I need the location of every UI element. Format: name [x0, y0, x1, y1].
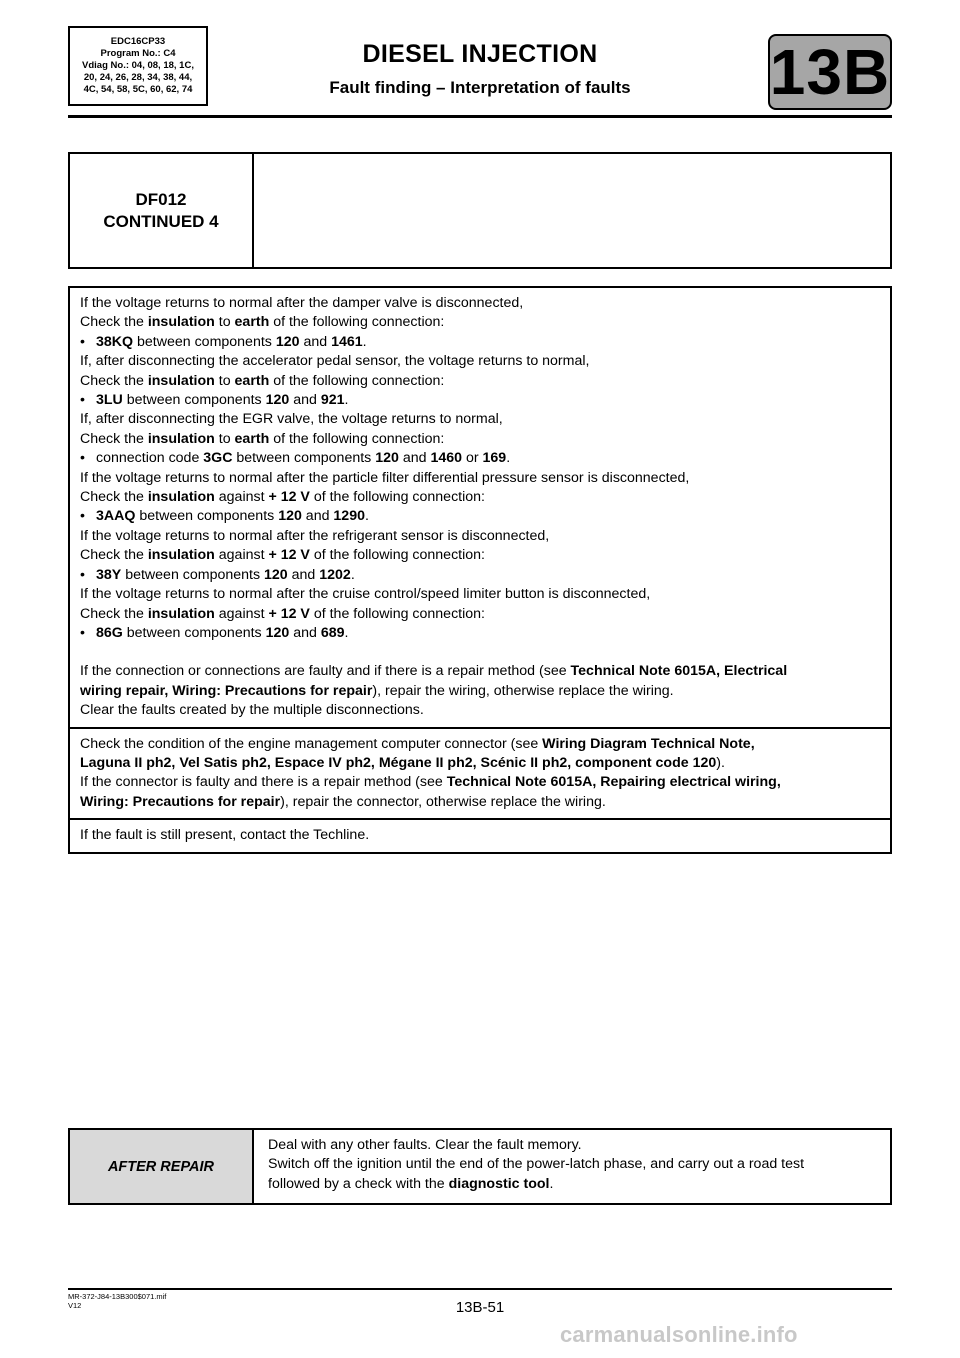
text-run: ), repair the connector, otherwise replace the wiring.: [280, 793, 606, 810]
text-run: and: [301, 508, 334, 525]
text-run: to: [214, 372, 235, 389]
watermark: carmanualsonline.info: [560, 1322, 798, 1347]
text-run: against: [214, 489, 269, 506]
text-run: against: [214, 605, 269, 622]
section-code-badge: 13B: [769, 36, 891, 108]
text-line: [80, 754, 880, 773]
emphasis-text: insulation: [147, 372, 215, 389]
bullet-icon: •: [80, 508, 85, 525]
text-line: [80, 793, 880, 812]
text-run: of the following connection:: [309, 605, 485, 622]
text-line: [80, 826, 880, 845]
emphasis-text: Technical Note 6015A, Repairing electrical wiring,: [446, 774, 781, 791]
emphasis-text: Wiring: Precautions for repair: [80, 793, 281, 810]
text-run: between components: [232, 450, 376, 467]
procedure-step: [70, 820, 890, 853]
bullet-item: [80, 449, 880, 468]
text-run: between components: [122, 624, 266, 641]
text-run: If the voltage returns to normal after the damper valve is disconnected,: [80, 295, 524, 311]
emphasis-text: 120: [275, 333, 300, 350]
text-run: between components: [133, 333, 276, 350]
text-run: Check the condition of the engine management computer connector (see: [80, 735, 543, 752]
text-run: If the connection or connections are faulty and if there is a repair method (see: [80, 663, 571, 680]
emphasis-text: Wiring Diagram Technical Note,: [542, 735, 755, 752]
bullet-item: [80, 624, 880, 643]
emphasis-text: 1460: [430, 450, 463, 467]
bullet-icon: •: [80, 333, 85, 350]
text-run: .: [362, 333, 367, 350]
procedure-step: [70, 729, 890, 821]
text-run: connection code: [96, 450, 204, 467]
emphasis-text: insulation: [147, 430, 215, 447]
text-run: If the voltage returns to normal after the particle filter differential pressure sensor is disconnected,: [80, 469, 690, 486]
procedure-step: [70, 288, 890, 729]
emphasis-text: insulation: [147, 605, 215, 622]
bullet-icon: •: [80, 624, 85, 641]
text-run: of the following connection:: [269, 314, 445, 331]
text-line: [80, 352, 880, 371]
emphasis-text: 120: [278, 508, 302, 525]
emphasis-text: earth: [234, 430, 270, 447]
text-run: and: [398, 450, 431, 467]
info-line-vdiag-cont-2: 4C, 54, 58, 5C, 60, 62, 74: [83, 84, 193, 95]
bullet-icon: •: [80, 392, 85, 409]
text-line: [80, 773, 880, 792]
info-line-vdiag-cont-1: 20, 24, 26, 28, 34, 38, 44,: [83, 72, 193, 83]
emphasis-text: 120: [265, 392, 290, 409]
emphasis-text: 1290: [333, 508, 365, 525]
text-line: [80, 662, 880, 681]
emphasis-text: 120: [265, 624, 290, 641]
text-run: and: [289, 392, 321, 409]
text-run: Check the: [80, 605, 148, 622]
text-run: .: [344, 624, 349, 641]
vehicle-info-box: [68, 26, 208, 106]
text-line: [80, 585, 880, 604]
after-repair-label: AFTER REPAIR: [70, 1130, 254, 1203]
emphasis-text: 38KQ: [96, 333, 134, 350]
emphasis-text: 86G: [96, 624, 123, 641]
text-run: If the fault is still present, contact the Techline.: [80, 827, 370, 844]
emphasis-text: 921: [320, 392, 345, 409]
text-run: of the following connection:: [269, 372, 445, 389]
emphasis-text: insulation: [147, 547, 215, 564]
text-run: Check the: [80, 489, 148, 506]
info-line-ecu: EDC16CP33: [110, 36, 166, 47]
text-run: of the following connection:: [309, 489, 485, 506]
footer-file-ref: MR-372-J84-13B300$071.mif: [68, 1292, 167, 1301]
emphasis-text: 3LU: [96, 392, 123, 409]
text-run: and: [287, 566, 320, 583]
text-run: and: [289, 624, 321, 641]
text-run: Check the: [80, 547, 148, 564]
text-run: followed by a check with the: [268, 1175, 449, 1192]
info-line-vdiag: Vdiag No.: 04, 08, 18, 1C,: [82, 60, 194, 71]
emphasis-text: 38Y: [96, 566, 122, 583]
text-run: between components: [121, 566, 265, 583]
text-run: .: [506, 450, 511, 467]
text-run: and: [299, 333, 332, 350]
emphasis-text: earth: [234, 314, 270, 331]
text-run: of the following connection:: [269, 430, 445, 447]
emphasis-text: earth: [234, 372, 270, 389]
text-run: .: [344, 392, 349, 409]
bullet-item: [80, 507, 880, 526]
bullet-icon: •: [80, 566, 85, 583]
text-line: [80, 546, 880, 565]
emphasis-text: + 12 V: [268, 547, 310, 564]
text-run: Check the: [80, 372, 148, 389]
bullet-icon: •: [80, 450, 85, 467]
emphasis-text: + 12 V: [268, 605, 310, 622]
paragraph-gap: [80, 643, 880, 662]
text-run: .: [350, 566, 355, 583]
emphasis-text: 689: [320, 624, 345, 641]
text-run: against: [214, 547, 269, 564]
text-run: If the connector is faulty and there is a repair method (see: [80, 774, 447, 791]
info-line-program: Program No.: C4: [100, 48, 176, 59]
text-run: .: [549, 1175, 554, 1192]
text-run: Clear the faults created by the multiple disconnections.: [80, 702, 424, 719]
header-divider: [68, 115, 892, 118]
text-line: [80, 605, 880, 624]
text-run: If, after disconnecting the EGR valve, the voltage returns to normal,: [80, 411, 503, 428]
page-number: 13B-51: [455, 1299, 505, 1316]
text-line: [268, 1136, 880, 1155]
emphasis-text: 169: [482, 450, 507, 467]
emphasis-text: wiring repair, Wiring: Precautions for repair: [80, 682, 373, 699]
text-line: [80, 430, 880, 449]
text-line: [80, 372, 880, 391]
text-line: [80, 488, 880, 507]
fault-code-cell: [70, 154, 254, 267]
text-line: [80, 682, 880, 701]
emphasis-text: 3AAQ: [96, 508, 136, 525]
text-line: [268, 1175, 880, 1194]
text-line: [80, 294, 880, 313]
text-line: [80, 735, 880, 754]
emphasis-text: 1202: [319, 566, 351, 583]
text-line: [80, 701, 880, 720]
text-run: .: [364, 508, 369, 525]
text-run: Deal with any other faults. Clear the fault memory.: [268, 1137, 582, 1153]
after-repair-box: [68, 1128, 892, 1205]
text-run: ), repair the wiring, otherwise replace the wiring.: [372, 682, 674, 699]
emphasis-text: 3GC: [203, 450, 233, 467]
fault-description-cell: [254, 154, 890, 267]
text-run: to: [214, 314, 235, 331]
emphasis-text: diagnostic tool: [448, 1175, 550, 1192]
text-run: or: [462, 450, 483, 467]
text-run: of the following connection:: [309, 547, 485, 564]
bullet-item: [80, 333, 880, 352]
fault-code-box: [68, 152, 892, 269]
footer-version: V12: [68, 1301, 82, 1310]
text-line: [80, 469, 880, 488]
emphasis-text: insulation: [147, 489, 215, 506]
page-title: DIESEL INJECTION: [362, 40, 598, 68]
text-line: [80, 527, 880, 546]
text-run: Check the: [80, 430, 148, 447]
text-run: to: [214, 430, 235, 447]
bullet-item: [80, 566, 880, 585]
emphasis-text: Laguna II ph2, Vel Satis ph2, Espace IV ph2, Mégane II ph2, Scénic II ph2, component code 120: [80, 754, 717, 771]
emphasis-text: insulation: [147, 314, 215, 331]
fault-code: DF012: [135, 189, 187, 209]
footer-divider: [68, 1288, 892, 1290]
procedure-table: [68, 286, 892, 854]
emphasis-text: + 12 V: [268, 489, 310, 506]
text-run: Check the: [80, 314, 148, 331]
emphasis-text: 120: [375, 450, 399, 467]
text-run: If the voltage returns to normal after the refrigerant sensor is disconnected,: [80, 527, 550, 544]
text-line: [268, 1155, 880, 1174]
fault-continued-label: CONTINUED 4: [103, 211, 219, 231]
text-run: If, after disconnecting the accelerator pedal sensor, the voltage returns to normal,: [80, 353, 590, 370]
text-run: ).: [716, 754, 725, 771]
emphasis-text: Technical Note 6015A, Electrical: [570, 663, 788, 680]
text-run: between components: [122, 392, 266, 409]
emphasis-text: 120: [264, 566, 288, 583]
text-run: If the voltage returns to normal after the cruise control/speed limiter button is disconnected,: [80, 586, 651, 603]
text-line: [80, 313, 880, 332]
emphasis-text: 1461: [331, 333, 363, 350]
bullet-item: [80, 391, 880, 410]
text-run: between components: [135, 508, 279, 525]
after-repair-text: [254, 1130, 890, 1203]
page-subtitle: Fault finding – Interpretation of faults: [329, 78, 631, 97]
text-run: Switch off the ignition until the end of the power-latch phase, and carry out a road test: [268, 1156, 805, 1173]
text-line: [80, 410, 880, 429]
